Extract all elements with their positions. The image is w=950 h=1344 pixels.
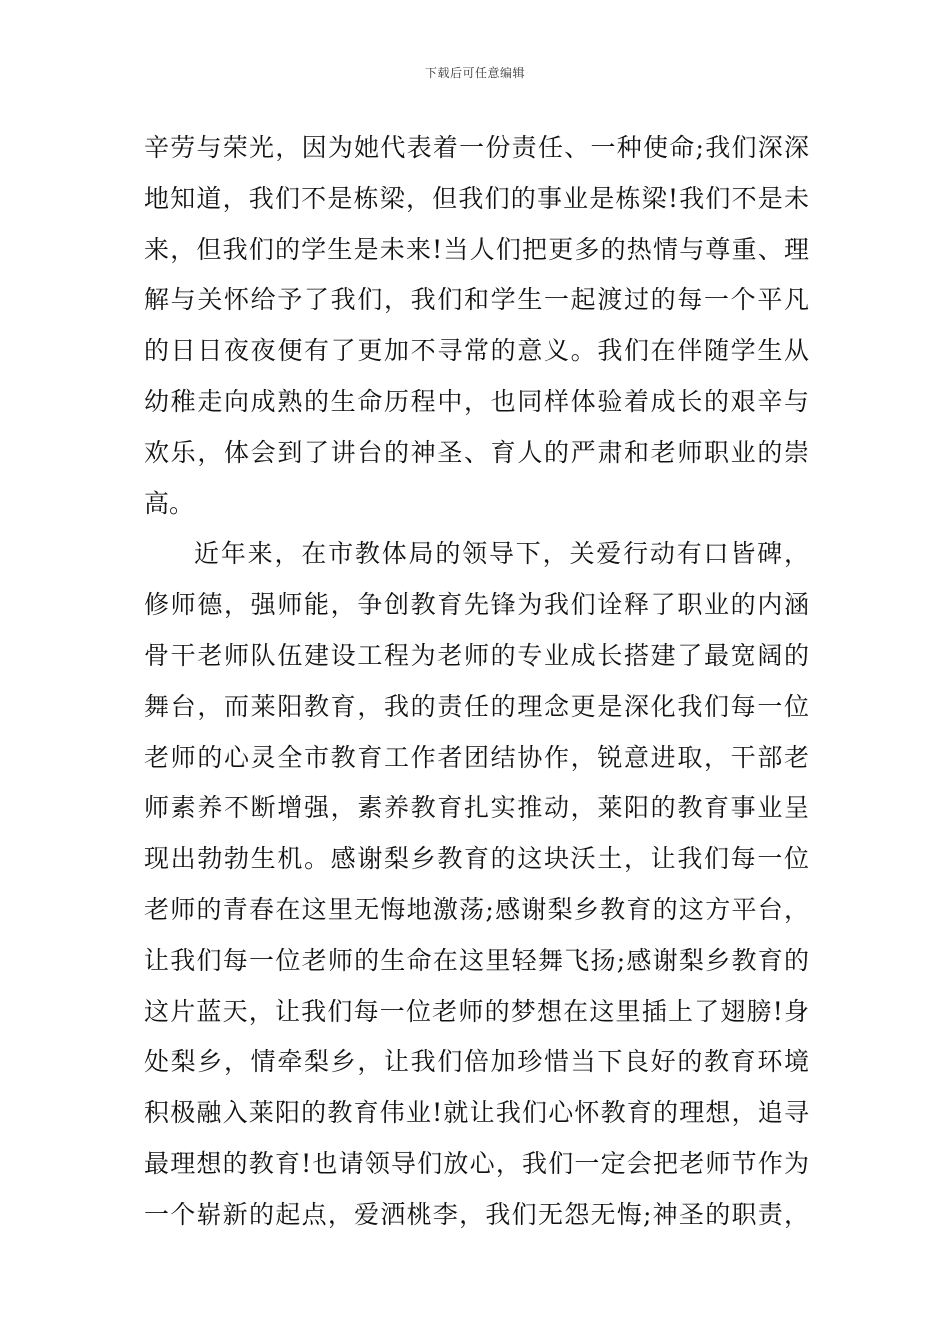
text-line: 这片蓝天，让我们每一位老师的梦想在这里插上了翅膀!身 <box>144 996 809 1026</box>
text-line: 师素养不断增强，素养教育扎实推动，莱阳的教育事业呈 <box>144 793 809 823</box>
text-line: 骨干老师队伍建设工程为老师的专业成长搭建了最宽阔的 <box>144 640 809 670</box>
text-line: 修师德，强师能，争创教育先锋为我们诠释了职业的内涵 <box>144 590 809 620</box>
text-line: 解与关怀给予了我们，我们和学生一起渡过的每一个平凡 <box>144 285 809 315</box>
text-line: 地知道，我们不是栋梁，但我们的事业是栋梁!我们不是未 <box>144 183 809 213</box>
text-line: 老师的心灵全市教育工作者团结协作，锐意进取，干部老 <box>144 742 809 772</box>
text-line: 处梨乡，情牵梨乡，让我们倍加珍惜当下良好的教育环境 <box>144 1047 809 1077</box>
text-line: 的日日夜夜便有了更加不寻常的意义。我们在伴随学生从 <box>144 336 809 366</box>
text-line: 幼稚走向成熟的生命历程中，也同样体验着成长的艰辛与 <box>144 386 809 416</box>
text-line: 一个崭新的起点，爱洒桃李，我们无怨无悔;神圣的职责， <box>144 1199 809 1229</box>
text-line: 来，但我们的学生是未来!当人们把更多的热情与尊重、理 <box>144 234 809 264</box>
document-body <box>144 123 809 1241</box>
text-line: 欢乐，体会到了讲台的神圣、育人的严肃和老师职业的崇 <box>144 437 809 467</box>
text-line: 近年来，在市教体局的领导下，关爱行动有口皆碑， <box>194 539 809 569</box>
text-line: 老师的青春在这里无悔地激荡;感谢梨乡教育的这方平台， <box>144 894 809 924</box>
text-line: 舞台，而莱阳教育，我的责任的理念更是深化我们每一位 <box>144 691 809 721</box>
text-line: 积极融入莱阳的教育伟业!就让我们心怀教育的理想，追寻 <box>144 1098 809 1128</box>
paragraph-2 <box>144 529 809 1240</box>
paragraph-1 <box>144 123 809 529</box>
page-header: 下载后可任意编辑 <box>424 66 525 80</box>
text-line: 最理想的教育!也请领导们放心，我们一定会把老师节作为 <box>144 1148 809 1178</box>
text-line: 让我们每一位老师的生命在这里轻舞飞扬;感谢梨乡教育的 <box>144 945 809 975</box>
text-line: 高。 <box>144 488 195 518</box>
text-line: 辛劳与荣光，因为她代表着一份责任、一种使命;我们深深 <box>144 133 809 162</box>
text-line: 现出勃勃生机。感谢梨乡教育的这块沃土，让我们每一位 <box>144 844 809 874</box>
